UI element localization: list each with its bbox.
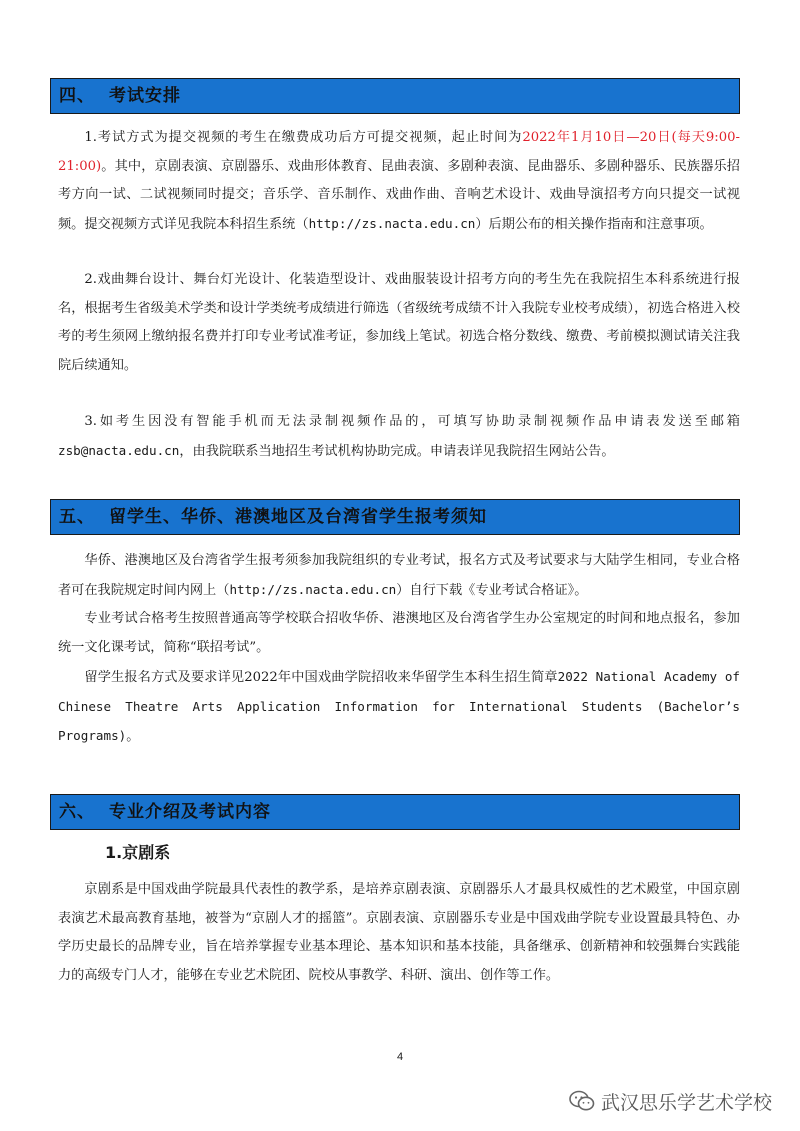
section-number: 四、 — [59, 86, 95, 106]
section-title: 考试安排 — [109, 86, 181, 106]
link-admission-system[interactable]: http://zs.nacta.edu.cn — [308, 215, 476, 231]
paragraph-hk-macau-taiwan — [58, 547, 740, 605]
text-run: ）自行下载《专业考试合格证》。 — [396, 582, 588, 598]
section-title: 专业介绍及考试内容 — [109, 802, 271, 822]
subsection-title-peking-opera: 1.京剧系 — [105, 843, 171, 862]
watermark-text: 武汉思乐学艺术学校 — [600, 1091, 772, 1114]
text-run: 1.考试方式为提交视频的考生在缴费成功后方可提交视频，起止时间为 — [84, 130, 523, 145]
link-email[interactable]: zsb@nacta.edu.cn — [58, 442, 180, 458]
section-header-exam-arrangement — [50, 78, 740, 114]
watermark — [569, 1086, 772, 1116]
paragraph-international-students — [58, 663, 740, 752]
page-number: 4 — [396, 1051, 404, 1063]
text-run: ）后期公布的相关操作指南和注意事项。 — [475, 216, 713, 232]
text-run: 留学生报名方式及要求详见2022年中国戏曲学院招收来华留学生本科生招生简章 — [84, 670, 558, 685]
text-run: ，由我院联系当地招生考试机构协助完成。申请表详见我院招生网站公告。 — [179, 443, 615, 459]
paragraph-joint-exam: 专业考试合格考生按照普通高等学校联合招收华侨、港澳地区及台湾省学生办公室规定的时间和地点报名，参加统一文化课考试，简称“联招考试”。 — [58, 611, 740, 655]
section-title: 留学生、华侨、港澳地区及台湾省学生报考须知 — [109, 507, 487, 527]
section-number: 五、 — [59, 507, 95, 527]
english-title: 2022 National Academy of Chinese Theatre Arts Application Information for International Students (Bachelor’s Programs) — [58, 669, 740, 743]
wechat-icon — [569, 1090, 595, 1112]
section-number: 六、 — [59, 802, 95, 822]
text-run: 。 — [126, 729, 140, 744]
paragraph-assist-recording — [58, 408, 740, 466]
text-run: 华侨、港澳地区及台湾省学生报考须参加我院组织的专业考试，报名方式及考试要求与大陆学生相同，专业合格者可在我院规定时间内网上（ — [58, 553, 740, 598]
text-run: 。其中，京剧表演、京剧器乐、戏曲形体教育、昆曲表演、多剧种表演、昆曲器乐、多剧种器乐、民族器乐招考方向一试、二试视频同时提交；音乐学、音乐制作、戏曲作曲、音响艺术设计、戏曲导演招考方向只提交一试视频。提交视频方式详见我院本科招生系统（ — [58, 158, 740, 232]
paragraph-exam-method — [58, 124, 740, 239]
highlight-date-range: 2022年1月10日—20日(每天9:00-21:00) — [58, 130, 740, 174]
text-run: 3.如考生因没有智能手机而无法录制视频作品的，可填写协助录制视频作品申请表发送至邮箱 — [84, 414, 740, 429]
section-header-overseas-students — [50, 499, 740, 535]
section-header-majors — [50, 794, 740, 830]
paragraph-peking-opera-dept: 京剧系是中国戏曲学院最具代表性的教学系，是培养京剧表演、京剧器乐人才最具权威性的艺术殿堂，中国京剧表演艺术最高教育基地，被誉为“京剧人才的摇篮”。京剧表演、京剧器乐专业是中国戏曲学院专业设置最具特色、办学历史最长的品牌专业，旨在培养掌握专业基本理论、基本知识和基本技能，具备继承、创新精神和较强舞台实践能力的高级专门人才，能够在专业艺术院团、院校从事教学、科研、演出、创作等工作。 — [58, 882, 740, 983]
paragraph-design-majors: 2.戏曲舞台设计、舞台灯光设计、化装造型设计、戏曲服装设计招考方向的考生先在我院招生本科系统进行报名，根据考生省级美术学类和设计学类统考成绩进行筛选（省级统考成绩不计入我院专业校考成绩），初选合格进入校考的考生须网上缴纳报名费并打印专业考试准考证，参加线上笔试。初选合格分数线、缴费、考前模拟测试请关注我院后续通知。 — [58, 272, 740, 373]
link-admission-site[interactable]: http://zs.nacta.edu.cn — [229, 581, 397, 597]
